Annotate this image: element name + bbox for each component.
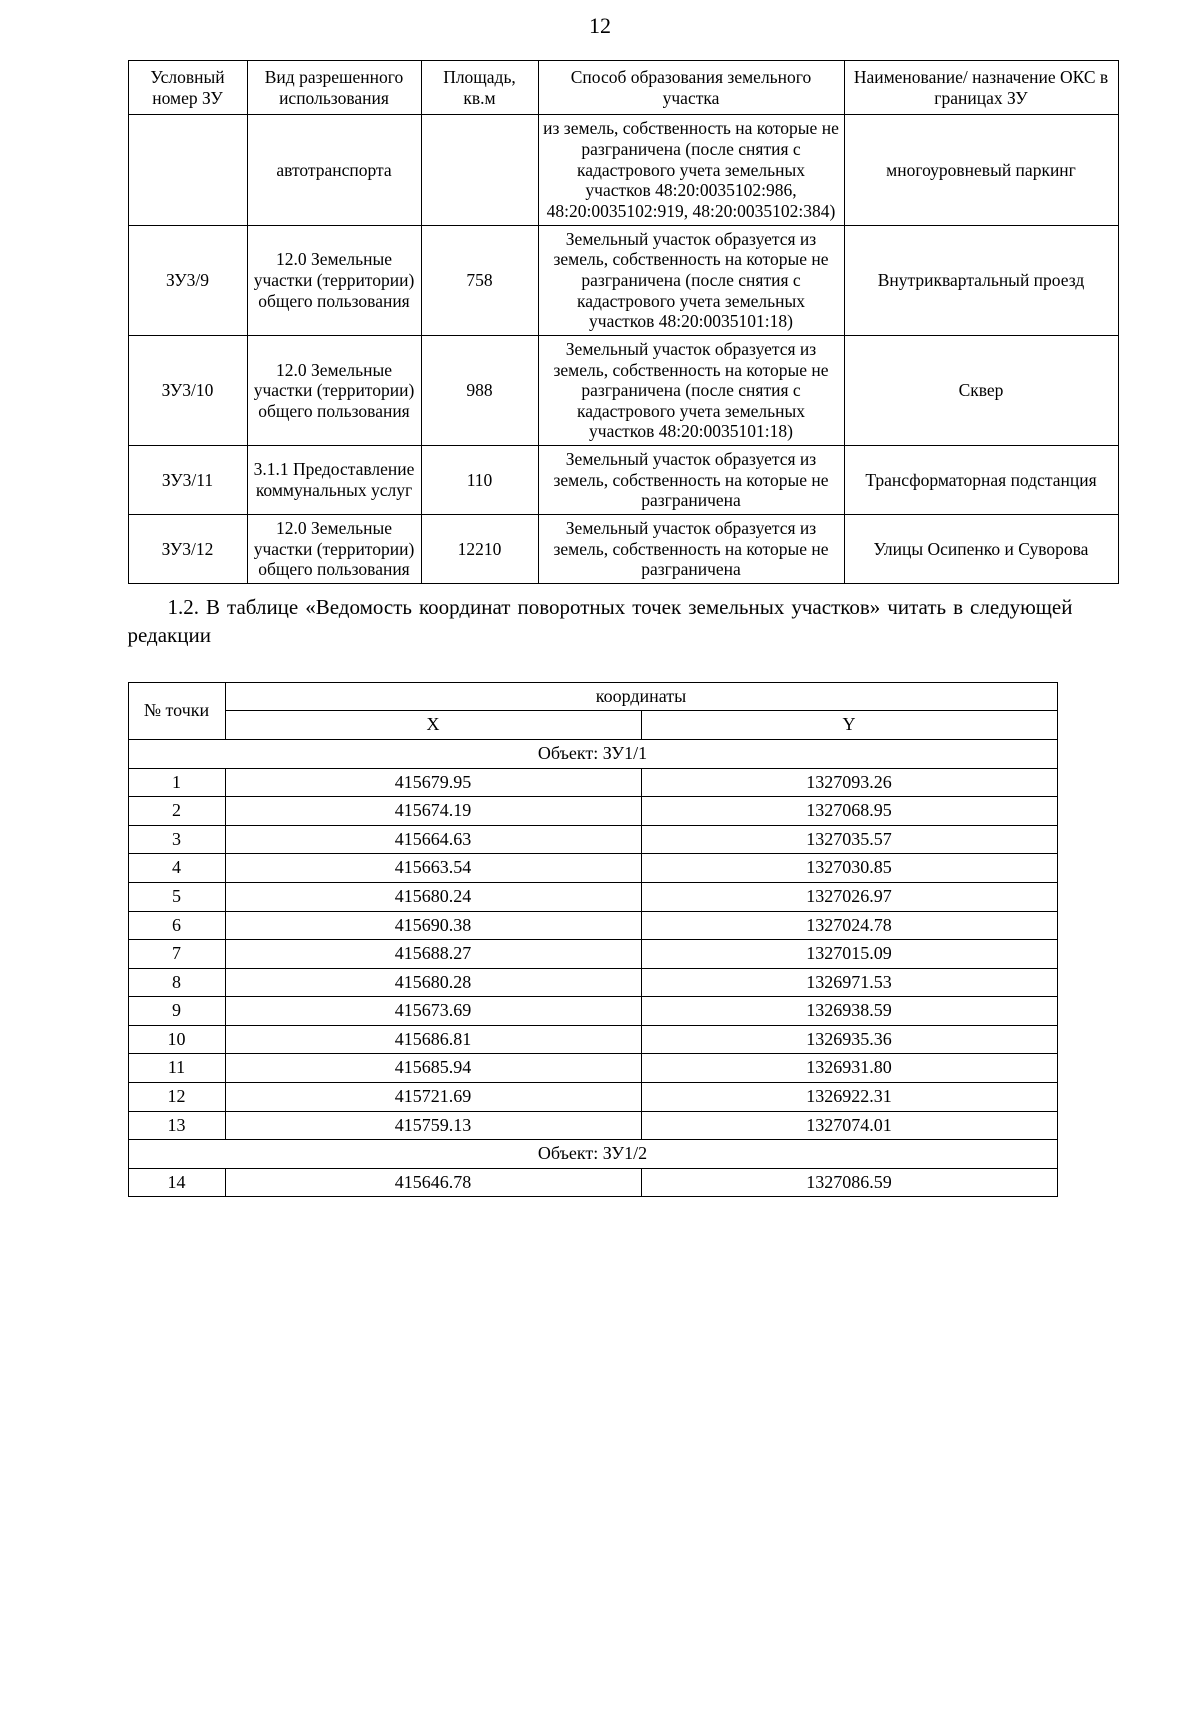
coordinates-table — [128, 682, 1058, 1198]
cell-y: 1326935.36 — [641, 1025, 1057, 1054]
cell-object-purpose: Улицы Осипенко и Суворова — [844, 515, 1118, 584]
cell-x: 415646.78 — [225, 1168, 641, 1197]
cell-formation-method: Земельный участок образуется из земель, собственность на которые не разграничена (после снятия с кадастрового учета земельных участков 48:20:0035101:18) — [538, 225, 844, 335]
cell-y: 1327086.59 — [641, 1168, 1057, 1197]
cell-point-number: 13 — [128, 1111, 225, 1140]
column-header-point-number: № точки — [128, 682, 225, 739]
cell-y: 1327068.95 — [641, 797, 1057, 826]
cell-y: 1327030.85 — [641, 854, 1057, 883]
cell-x: 415673.69 — [225, 997, 641, 1026]
cell-area: 110 — [421, 446, 538, 515]
column-header-area: Площадь, кв.м — [421, 61, 538, 115]
cell-x: 415721.69 — [225, 1083, 641, 1112]
parcel-table — [128, 60, 1119, 584]
table-row — [128, 768, 1057, 797]
cell-x: 415686.81 — [225, 1025, 641, 1054]
cell-y: 1326931.80 — [641, 1054, 1057, 1083]
cell-x: 415685.94 — [225, 1054, 641, 1083]
cell-point-number: 14 — [128, 1168, 225, 1197]
cell-parcel-number: ЗУ3/12 — [128, 515, 247, 584]
table-row — [128, 997, 1057, 1026]
coordinates-table-body — [128, 739, 1057, 1197]
coordinates-table-head — [128, 682, 1057, 739]
table-row — [128, 968, 1057, 997]
page-content — [127, 60, 1109, 1197]
column-header-x: X — [225, 711, 641, 740]
cell-permitted-use: 3.1.1 Предоставление коммунальных услуг — [247, 446, 421, 515]
cell-x: 415664.63 — [225, 825, 641, 854]
cell-x: 415759.13 — [225, 1111, 641, 1140]
cell-point-number: 1 — [128, 768, 225, 797]
parcel-table-body — [128, 115, 1118, 583]
cell-point-number: 5 — [128, 882, 225, 911]
column-header-parcel-number: Условный номер ЗУ — [128, 61, 247, 115]
table-row — [128, 115, 1118, 225]
column-header-coordinates: координаты — [225, 682, 1057, 711]
table-row — [128, 515, 1118, 584]
table-row — [128, 911, 1057, 940]
table-row — [128, 335, 1118, 445]
cell-y: 1326938.59 — [641, 997, 1057, 1026]
cell-object-purpose: Трансформаторная подстанция — [844, 446, 1118, 515]
object-group-label: Объект: ЗУ1/2 — [128, 1140, 1057, 1169]
cell-parcel-number — [128, 115, 247, 225]
cell-area: 12210 — [421, 515, 538, 584]
document-page — [0, 14, 1200, 1711]
column-header-object-purpose: Наименование/ назначение ОКС в границах ЗУ — [844, 61, 1118, 115]
cell-permitted-use: 12.0 Земельные участки (территории) общего пользования — [247, 335, 421, 445]
cell-y: 1327015.09 — [641, 940, 1057, 969]
cell-point-number: 4 — [128, 854, 225, 883]
cell-y: 1327026.97 — [641, 882, 1057, 911]
cell-y: 1327074.01 — [641, 1111, 1057, 1140]
table-row — [128, 882, 1057, 911]
cell-formation-method: Земельный участок образуется из земель, собственность на которые не разграничена — [538, 515, 844, 584]
cell-point-number: 2 — [128, 797, 225, 826]
cell-x: 415690.38 — [225, 911, 641, 940]
cell-object-purpose: Сквер — [844, 335, 1118, 445]
cell-x: 415674.19 — [225, 797, 641, 826]
cell-y: 1326971.53 — [641, 968, 1057, 997]
cell-x: 415679.95 — [225, 768, 641, 797]
table-row — [128, 1111, 1057, 1140]
cell-parcel-number: ЗУ3/9 — [128, 225, 247, 335]
clause-paragraph: 1.2. В таблице «Ведомость координат поворотных точек земельных участков» читать в следующей редакции — [127, 594, 1073, 647]
table-row — [128, 825, 1057, 854]
table-row — [128, 940, 1057, 969]
cell-permitted-use: 12.0 Земельные участки (территории) общего пользования — [247, 225, 421, 335]
table-row — [128, 1168, 1057, 1197]
cell-point-number: 11 — [128, 1054, 225, 1083]
cell-x: 415688.27 — [225, 940, 641, 969]
cell-permitted-use: 12.0 Земельные участки (территории) общего пользования — [247, 515, 421, 584]
object-group-label: Объект: ЗУ1/1 — [128, 739, 1057, 768]
cell-y: 1326922.31 — [641, 1083, 1057, 1112]
parcel-table-header-row — [128, 61, 1118, 115]
cell-formation-method: Земельный участок образуется из земель, собственность на которые не разграничена — [538, 446, 844, 515]
table-row — [128, 1083, 1057, 1112]
cell-formation-method: Земельный участок образуется из земель, собственность на которые не разграничена (после снятия с кадастрового учета земельных участков 48:20:0035101:18) — [538, 335, 844, 445]
cell-x: 415663.54 — [225, 854, 641, 883]
cell-formation-method: из земель, собственность на которые не разграничена (после снятия с кадастрового учета земельных участков 48:20:0035102:986, 48:20:0035102:919, 48:20:0035102:384) — [538, 115, 844, 225]
cell-point-number: 10 — [128, 1025, 225, 1054]
cell-point-number: 12 — [128, 1083, 225, 1112]
table-row — [128, 225, 1118, 335]
column-header-y: Y — [641, 711, 1057, 740]
cell-permitted-use: автотранспорта — [247, 115, 421, 225]
cell-point-number: 7 — [128, 940, 225, 969]
cell-point-number: 3 — [128, 825, 225, 854]
parcel-table-head — [128, 61, 1118, 115]
cell-area: 988 — [421, 335, 538, 445]
table-row — [128, 1054, 1057, 1083]
column-header-permitted-use: Вид разрешенного использования — [247, 61, 421, 115]
cell-parcel-number: ЗУ3/11 — [128, 446, 247, 515]
cell-object-purpose: многоуровневый паркинг — [844, 115, 1118, 225]
page-number: 12 — [589, 13, 611, 38]
cell-y: 1327093.26 — [641, 768, 1057, 797]
cell-y: 1327035.57 — [641, 825, 1057, 854]
object-group-row — [128, 739, 1057, 768]
table-row — [128, 797, 1057, 826]
object-group-row — [128, 1140, 1057, 1169]
cell-y: 1327024.78 — [641, 911, 1057, 940]
cell-x: 415680.24 — [225, 882, 641, 911]
cell-object-purpose: Внутриквартальный проезд — [844, 225, 1118, 335]
cell-point-number: 9 — [128, 997, 225, 1026]
cell-point-number: 6 — [128, 911, 225, 940]
cell-point-number: 8 — [128, 968, 225, 997]
cell-parcel-number: ЗУ3/10 — [128, 335, 247, 445]
table-row — [128, 854, 1057, 883]
table-row — [128, 1025, 1057, 1054]
cell-area: 758 — [421, 225, 538, 335]
coordinates-header-row-1 — [128, 682, 1057, 711]
table-row — [128, 446, 1118, 515]
cell-area — [421, 115, 538, 225]
coordinates-header-row-2 — [128, 711, 1057, 740]
column-header-formation-method: Способ образования земельного участка — [538, 61, 844, 115]
cell-x: 415680.28 — [225, 968, 641, 997]
